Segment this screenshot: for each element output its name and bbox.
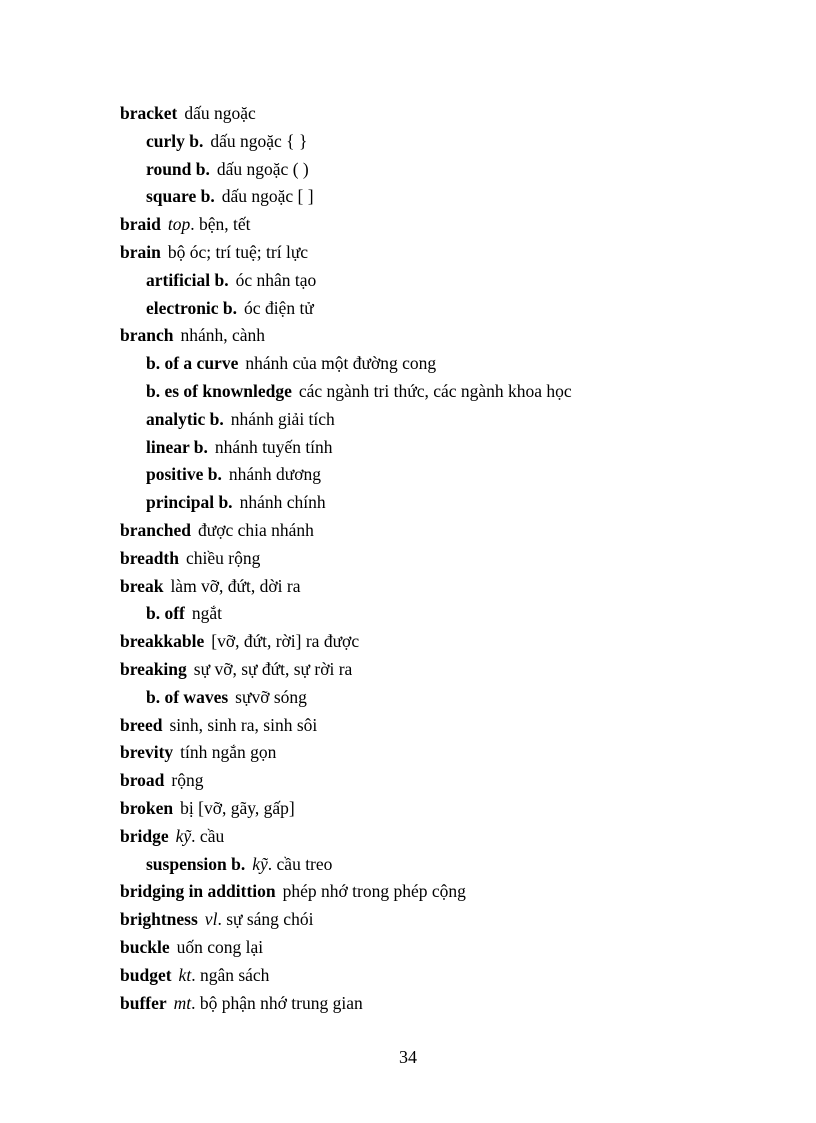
- entry-definition: ngắt: [191, 603, 223, 624]
- dictionary-entry: buffer mt. bộ phận nhớ trung gian: [120, 992, 363, 1013]
- entry-definition: nhánh tuyến tính: [214, 436, 333, 457]
- entry-term: breadth: [120, 547, 179, 568]
- entry-definition: cầu treo: [276, 853, 333, 874]
- entry-definition: uốn cong lại: [176, 936, 264, 957]
- sub-entry: [120, 183, 760, 211]
- entry-term: principal b.: [146, 492, 233, 513]
- dictionary-entry: budget kt. ngân sách: [120, 964, 270, 985]
- entry-definition: nhánh dương: [228, 464, 321, 485]
- entry-definition: rộng: [171, 770, 204, 791]
- entry-term: brightness: [120, 909, 198, 930]
- entry-term: square b.: [146, 186, 215, 207]
- sub-entry: [120, 600, 760, 628]
- entry-list: [120, 100, 760, 1017]
- entry-definition: bộ óc; trí tuệ; trí lực: [167, 241, 309, 262]
- entry-definition: bộ phận nhớ trung gian: [199, 992, 363, 1013]
- sub-entry: [120, 406, 760, 434]
- dictionary-entry: [120, 545, 760, 573]
- sub-entry: [120, 128, 760, 156]
- entry-term: budget: [120, 964, 172, 985]
- entry-term: analytic b.: [146, 408, 224, 429]
- entry-term: buckle: [120, 936, 170, 957]
- dictionary-entry: [120, 100, 760, 128]
- entry-definition: sựvỡ sóng: [235, 686, 307, 707]
- entry-definition: nhánh của một đường cong: [245, 353, 437, 374]
- sub-entry: [120, 156, 760, 184]
- entry-definition: dấu ngoặc: [184, 103, 256, 123]
- entry-term: braid: [120, 214, 161, 235]
- sub-entry: [120, 267, 760, 295]
- entry-term: artificial b.: [146, 269, 229, 290]
- entry-term: bridge: [120, 825, 169, 846]
- entry-definition: [vỡ, đứt, rời] ra được: [211, 631, 360, 652]
- dictionary-entry: brightness vl. sự sáng chói: [120, 909, 314, 930]
- entry-field-label: top: [167, 214, 191, 235]
- entry-field-label: kỹ: [252, 853, 268, 874]
- entry-term: buffer: [120, 992, 167, 1013]
- entry-definition: được chia nhánh: [197, 519, 314, 540]
- entry-definition: nhánh giải tích: [230, 408, 335, 429]
- entry-definition: nhánh, cành: [180, 325, 266, 346]
- dictionary-entry: [120, 656, 760, 684]
- entry-term: round b.: [146, 158, 210, 179]
- entry-field-label: vl: [204, 909, 218, 930]
- entry-term: breakkable: [120, 631, 205, 652]
- entry-definition: óc điện tử: [244, 297, 314, 318]
- sub-entry: [120, 378, 760, 406]
- entry-field-label: kỹ: [175, 825, 192, 846]
- dictionary-entry: [120, 239, 760, 267]
- entry-definition: dấu ngoặc [ ]: [221, 186, 314, 207]
- entry-definition: làm vỡ, đứt, dời ra: [170, 575, 301, 596]
- entry-term: electronic b.: [146, 297, 238, 318]
- entry-term: breed: [120, 714, 163, 735]
- sub-entry: suspension b. kỹ. cầu treo: [146, 853, 333, 874]
- entry-term: brevity: [120, 742, 174, 763]
- sub-entry: [120, 461, 760, 489]
- dictionary-entry: [120, 878, 760, 906]
- sub-entry: [120, 684, 760, 712]
- dictionary-entry: [120, 517, 760, 545]
- entry-definition: bị [vỡ, gãy, gấp]: [180, 797, 295, 818]
- entry-term: b. of a curve: [146, 353, 239, 374]
- dictionary-entry: [120, 767, 760, 795]
- entry-term: break: [120, 575, 164, 596]
- entry-definition: các ngành tri thức, các ngành khoa học: [298, 380, 572, 401]
- entry-definition: dấu ngoặc { }: [210, 130, 308, 151]
- entry-term: positive b.: [146, 464, 222, 485]
- dictionary-entry: [120, 934, 760, 962]
- entry-term: linear b.: [146, 436, 208, 457]
- entry-term: b. of waves: [146, 686, 229, 707]
- sub-entry: [120, 295, 760, 323]
- entry-definition: bện, tết: [198, 214, 251, 235]
- entry-term: curly b.: [146, 130, 204, 151]
- dictionary-entry: [120, 739, 760, 767]
- dictionary-entry: [120, 712, 760, 740]
- entry-term: broken: [120, 797, 174, 818]
- dictionary-entry: bridge kỹ. cầu: [120, 825, 225, 846]
- sub-entry: [120, 434, 760, 462]
- entry-term: branched: [120, 519, 191, 540]
- dictionary-entry: [120, 322, 760, 350]
- entry-definition: sự vỡ, sự đứt, sự rời ra: [193, 658, 353, 679]
- entry-definition: tính ngắn gọn: [180, 742, 277, 763]
- entry-term: bridging in addittion: [120, 881, 276, 902]
- entry-term: bracket: [120, 103, 178, 123]
- entry-term: brain: [120, 241, 161, 262]
- dictionary-entry: [120, 628, 760, 656]
- sub-entry: [120, 350, 760, 378]
- entry-term: broad: [120, 770, 165, 791]
- entry-definition: dấu ngoặc ( ): [216, 158, 309, 179]
- entry-field-label: kt: [178, 964, 192, 985]
- entry-field-label: mt: [173, 992, 192, 1013]
- entry-definition: sự sáng chói: [226, 909, 314, 930]
- dictionary-entry: braid top. bện, tết: [120, 214, 251, 235]
- entry-term: suspension b.: [146, 853, 246, 874]
- entry-term: b. es of knownledge: [146, 380, 292, 401]
- entry-definition: phép nhớ trong phép cộng: [282, 881, 466, 902]
- dictionary-entry: [120, 795, 760, 823]
- page-number: 34: [399, 1047, 417, 1067]
- entry-term: breaking: [120, 658, 187, 679]
- entry-term: b. off: [146, 603, 185, 624]
- sub-entry: [120, 489, 760, 517]
- entry-definition: ngân sách: [199, 964, 270, 985]
- entry-definition: sinh, sinh ra, sinh sôi: [169, 714, 318, 735]
- entry-term: branch: [120, 325, 174, 346]
- entry-definition: óc nhân tạo: [235, 269, 317, 290]
- entry-definition: nhánh chính: [239, 492, 326, 513]
- entry-definition: chiều rộng: [186, 547, 261, 568]
- entry-definition: cầu: [199, 825, 225, 846]
- dictionary-entry: [120, 573, 760, 601]
